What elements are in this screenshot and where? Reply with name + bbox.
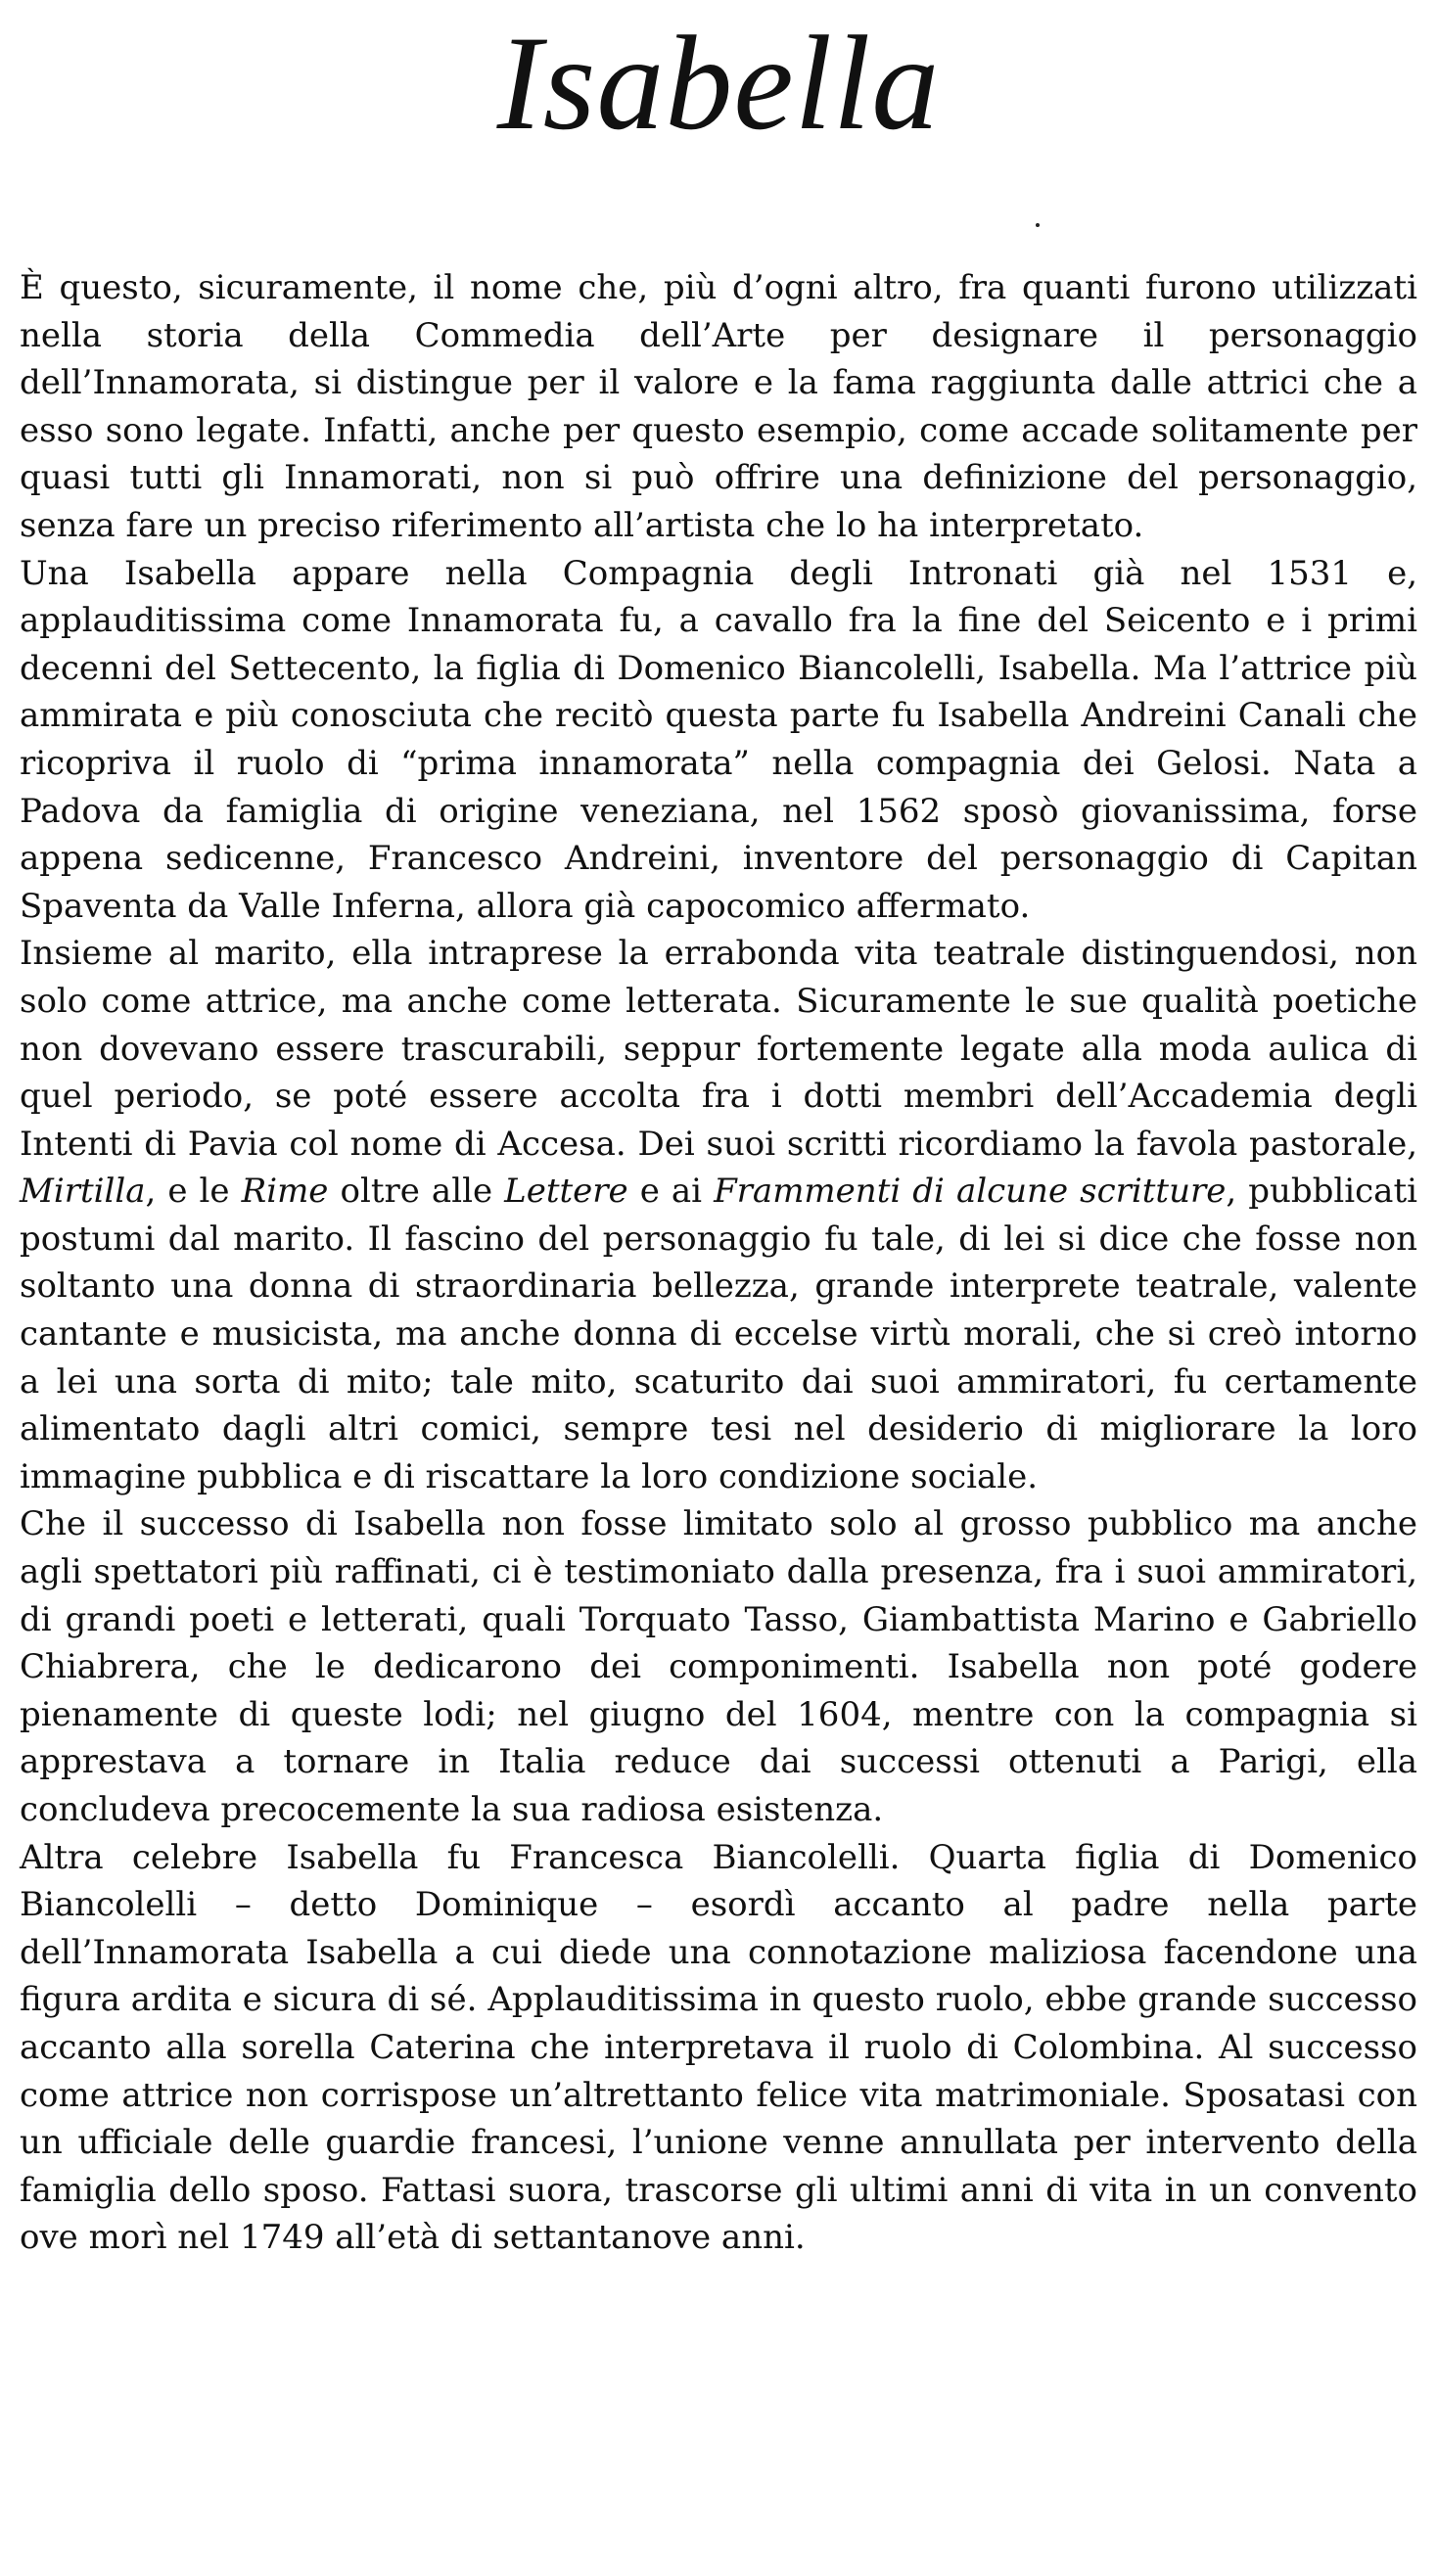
paragraph: [20, 1834, 1417, 2262]
paragraph-text: Che il successo di Isabella non fosse limitato solo al grosso pubblico ma anche agli spettatori più raffinati, ci è testimoniato dalla presenza, fra i suoi ammiratori, di grandi poeti e letterati, quali Torquato Tasso, Giambattista Marino e Gabriello Chiabrera, che le dedicarono dei componimenti. Isabella non poté godere pienamente di queste lodi; nel giugno del 1604, mentre con la compagnia si apprestava a tornare in Italia reduce dai successi ottenuti a Parigi, ella concludeva precocemente la sua radiosa esistenza.: [20, 1504, 1417, 1829]
paragraph-text: Altra celebre Isabella fu Francesca Biancolelli. Quarta figlia di Domenico Biancolelli – detto Dominique – esordì accanto al padre nella parte dell’Innamorata Isabella a cui diede una connotazione maliziosa facendone una figura ardita e sicura di sé. Applauditissima in questo ruolo, ebbe grande successo accanto alla sorella Caterina che interpretava il ruolo di Colombina. Al successo come attrice non corrispose un’altrettanto felice vita matrimoniale. Sposatasi con un ufficiale delle guardie francesi, l’unione venne annullata per intervento della famiglia dello sposo. Fattasi suora, trascorse gli ultimi anni di vita in un convento ove morì nel 1749 all’età di settantanove anni.: [20, 1837, 1417, 2258]
italic-title-text: Mirtilla: [20, 1172, 146, 1212]
paragraph-text: e ai: [627, 1172, 715, 1212]
paragraph-text: Insieme al marito, ella intraprese la errabonda vita teatrale distinguendosi, non solo come attrice, ma anche come letterata. Sicuramente le sue qualità poetiche non dovevano essere trascurabili, seppur fortemente legate alla moda aulica di quel periodo, se poté essere accolta fra i dotti membri dell’Accademia degli Intenti di Pavia col nome di Accesa. Dei suoi scritti ricordiamo la favola pastorale,: [20, 934, 1417, 1164]
body-text: [20, 264, 1417, 2262]
paragraph: [20, 1500, 1417, 1833]
paragraph-text: , e le: [145, 1172, 242, 1212]
paragraph-text: Una Isabella appare nella Compagnia degli Intronati già nel 1531 e, applauditissima come Innamorata fu, a cavallo fra la fine del Seicento e i primi decenni del Settecento, la figlia di Domenico Biancolelli, Isabella. Ma l’attrice più ammirata e più conosciuta che recitò questa parte fu Isabella Andreini Canali che ricopriva il ruolo di “prima innamorata” nella compagnia dei Gelosi. Nata a Padova da famiglia di origine veneziana, nel 1562 sposò giovanissima, forse appena sedicenne, Francesco Andreini, inventore del personaggio di Capitan Spaventa da Valle Inferna, allora già capocomico affermato.: [20, 553, 1417, 926]
print-speck: [1036, 223, 1040, 227]
italic-title-text: Rime: [241, 1172, 329, 1212]
paragraph-text: oltre alle: [328, 1172, 505, 1212]
paragraph: [20, 264, 1417, 550]
page-title: Isabella: [496, 8, 941, 158]
paragraph-text: , pubblicati postumi dal marito. Il fascino del personaggio fu tale, di lei si dice che fosse non soltanto una donna di straordinaria bellezza, grande interprete teatrale, valente cantante e musicista, ma anche donna di eccelse virtù morali, che si creò intorno a lei una sorta di mito; tale mito, scaturito dai suoi ammiratori, fu certamente alimentato dagli altri comici, sempre tesi nel desiderio di migliorare la loro immagine pubblica e di riscattare la loro condizione sociale.: [20, 1172, 1417, 1496]
paragraph: [20, 550, 1417, 931]
paragraph-text: È questo, sicuramente, il nome che, più d’ogni altro, fra quanti furono utilizzati nella storia della Commedia dell’Arte per designare il personaggio dell’Innamorata, si distingue per il valore e la fama raggiunta dalle attrici che a esso sono legate. Infatti, anche per questo esempio, come accade solitamente per quasi tutti gli Innamorati, non si può offrire una definizione del personaggio, senza fare un preciso riferimento all’artista che lo ha interpretato.: [20, 268, 1417, 545]
paragraph: [20, 930, 1417, 1500]
italic-title-text: Frammenti di alcune scritture: [714, 1172, 1227, 1212]
italic-title-text: Lettere: [504, 1172, 628, 1212]
